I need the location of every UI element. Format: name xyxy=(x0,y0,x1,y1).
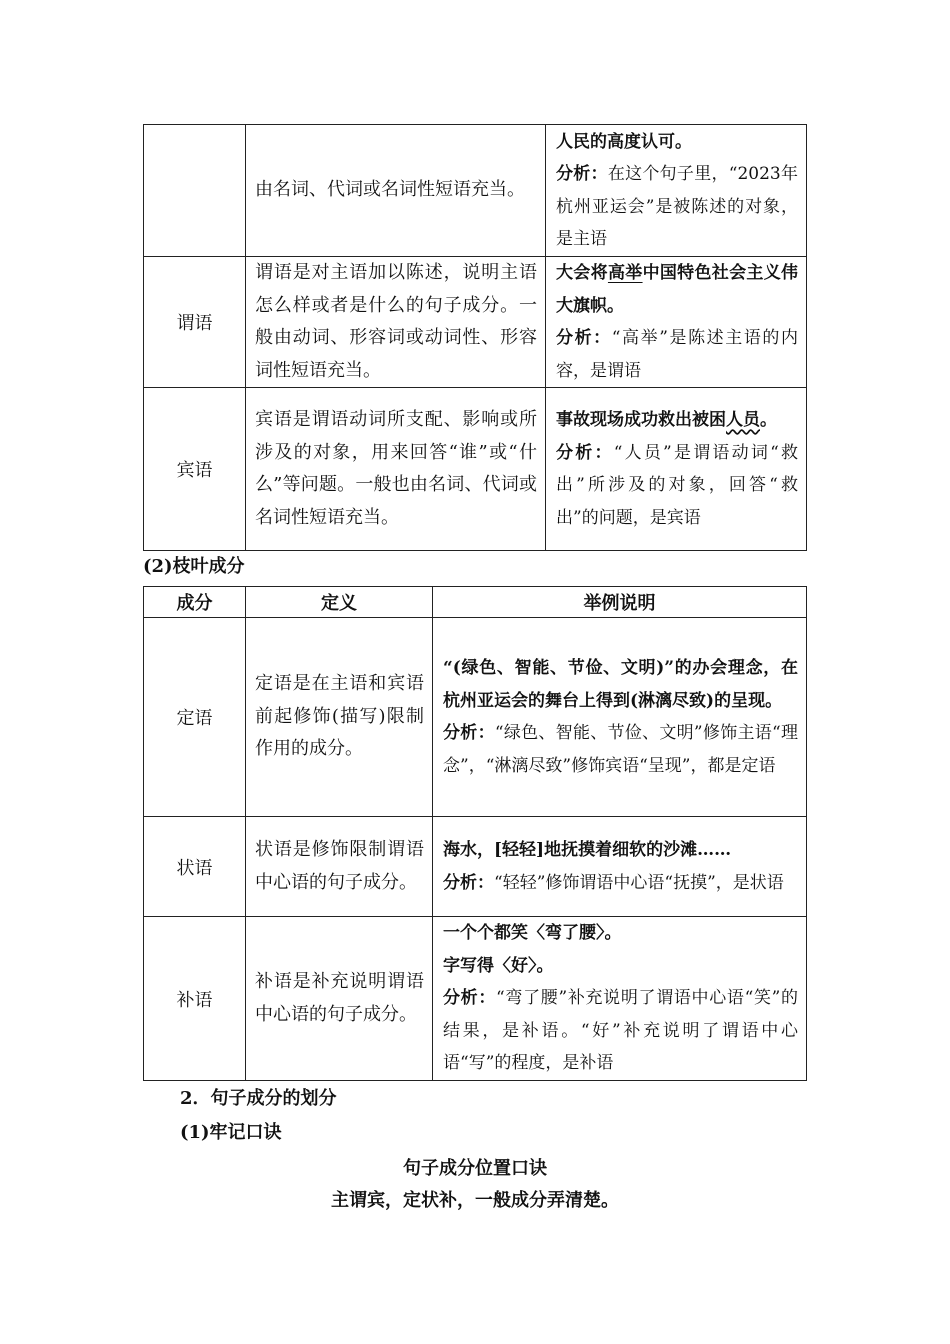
rhyme-text: 主谓宾，定状补，一般成分弄清楚。 xyxy=(331,1190,619,1211)
example-cell xyxy=(433,618,807,817)
definition-cell: 补语是补充说明谓语中心语的句子成分。 xyxy=(246,917,433,1081)
section-subtitle: (1)牢记口诀 xyxy=(180,1122,282,1143)
analysis-text: “弯了腰”补充说明了谓语中心语“笑”的结果，是补语。“好”补充说明了谓语中心语“写”的程度，是补语 xyxy=(443,988,799,1074)
object-mark: 人员 xyxy=(726,410,760,430)
analysis-label: 分析： xyxy=(556,328,612,348)
table-row xyxy=(144,125,807,257)
component-label: 补语 xyxy=(144,917,246,1081)
definition-cell: 状语是修饰限制谓语中心语的句子成分。 xyxy=(246,817,433,917)
example-sentence: 海水，[轻轻]地抚摸着细软的沙滩…… xyxy=(443,840,732,860)
example-sentence: 字写得〈好〉。 xyxy=(443,955,554,976)
analysis xyxy=(556,158,798,256)
analysis xyxy=(556,437,798,535)
analysis-label: 分析： xyxy=(556,442,614,463)
analysis-text: “人员”是谓语动词“救出”所涉及的对象，回答“救出”的问题，是宾语 xyxy=(556,442,799,528)
definition-cell: 宾语是谓语动词所支配、影响或所涉及的对象，用来回答“谁”或“什么”等问题。一般也由名词、代词或名词性短语充当。 xyxy=(246,388,546,551)
example-text: 大会将 xyxy=(556,263,608,283)
analysis xyxy=(556,322,798,387)
example-sentence: 一个个都笑〈弯了腰〉。 xyxy=(443,923,622,944)
example-text: 中国特色社会主义伟大旗帜。 xyxy=(556,263,799,316)
analysis xyxy=(443,982,798,1080)
component-label: 谓语 xyxy=(144,257,246,388)
example-sentence: 人民的高度认可。 xyxy=(556,131,692,152)
component-label: 定语 xyxy=(144,618,246,817)
example-sentence xyxy=(556,404,798,437)
definition-cell: 定语是在主语和宾语前起修饰(描写)限制作用的成分。 xyxy=(246,618,433,817)
sentence-components-main-table xyxy=(143,124,807,551)
analysis-text: “轻轻”修饰谓语中心语“抚摸”，是状语 xyxy=(494,872,784,893)
example-cell xyxy=(546,388,807,551)
definition-cell: 由名词、代词或名词性短语充当。 xyxy=(246,125,546,257)
column-header: 举例说明 xyxy=(433,587,807,618)
rhyme-title: 句子成分位置口诀 xyxy=(403,1158,547,1179)
analysis-label: 分析： xyxy=(443,872,494,893)
branch-components-table xyxy=(143,586,807,1081)
column-header: 成分 xyxy=(144,587,246,618)
analysis-text: “绿色、智能、节俭、文明”修饰主语“理念”，“淋漓尽致”修饰宾语“呈现”，都是定语 xyxy=(443,723,799,776)
example-text: 。 xyxy=(760,410,777,430)
example-sentence: “(绿色、智能、节俭、文明)”的办会理念，在杭州亚运会的舞台上得到(淋漓尽致)的呈现。 xyxy=(443,658,798,711)
column-header: 定义 xyxy=(246,587,433,618)
analysis-label: 分析： xyxy=(443,723,495,743)
section-title: 2．句子成分的划分 xyxy=(180,1088,337,1109)
component-label xyxy=(144,125,246,257)
example-sentence xyxy=(556,257,798,322)
example-cell xyxy=(433,917,807,1081)
table-row xyxy=(144,388,807,551)
analysis xyxy=(443,867,798,900)
component-label: 状语 xyxy=(144,817,246,917)
table-row xyxy=(144,817,807,917)
example-cell xyxy=(546,257,807,388)
component-label: 宾语 xyxy=(144,388,246,551)
predicate-mark: 高举 xyxy=(607,263,643,283)
table-row xyxy=(144,618,807,817)
analysis-text: “高举”是陈述主语的内容，是谓语 xyxy=(556,328,799,381)
analysis-text: 在这个句子里，“2023年杭州亚运会”是被陈述的对象，是主语 xyxy=(556,164,798,249)
definition-cell: 谓语是对主语加以陈述，说明主语怎么样或者是什么的句子成分。一般由动词、形容词或动词性、形容词性短语充当。 xyxy=(246,257,546,388)
table-row xyxy=(144,917,807,1081)
example-cell xyxy=(546,125,807,257)
analysis xyxy=(443,717,798,782)
section-heading: (2)枝叶成分 xyxy=(143,556,245,577)
analysis-label: 分析： xyxy=(556,164,608,184)
analysis-label: 分析： xyxy=(443,988,497,1009)
example-cell xyxy=(433,817,807,917)
table-header-row xyxy=(144,587,807,618)
table-row xyxy=(144,257,807,388)
example-text: 事故现场成功救出被困 xyxy=(556,410,726,430)
